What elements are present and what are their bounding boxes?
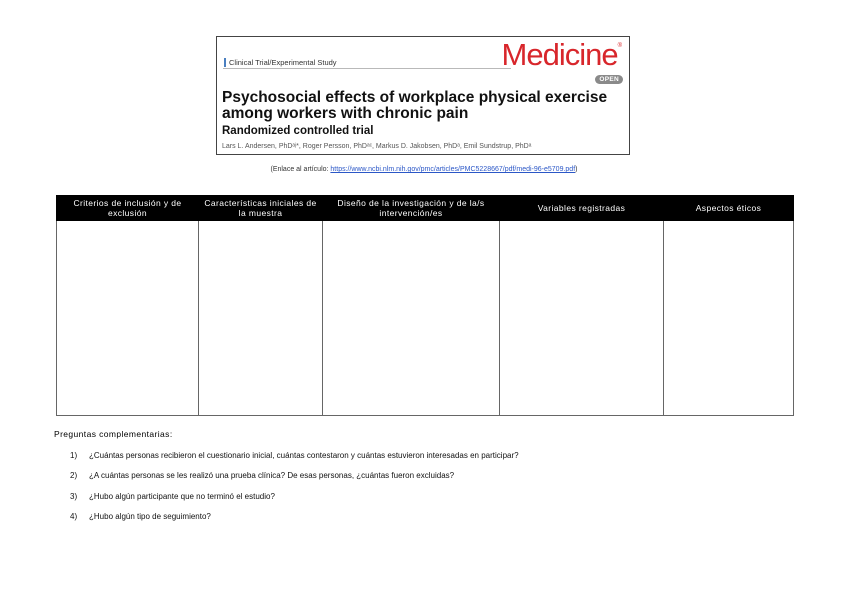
analysis-table xyxy=(56,195,794,416)
question-number: 2) xyxy=(70,471,78,481)
question-text: ¿Hubo algún tipo de seguimiento? xyxy=(89,511,211,521)
table-header-row xyxy=(57,196,794,221)
study-type-label: Clinical Trial/Experimental Study xyxy=(224,58,337,67)
article-link[interactable]: https://www.ncbi.nlm.nih.gov/pmc/articles/PMC5228667/pdf/medi-96-e5709.pdf xyxy=(330,166,576,173)
question-text: ¿Hubo algún participante que no terminó el estudio? xyxy=(89,491,275,501)
header-sample-characteristics: Características iniciales de la muestra xyxy=(199,196,323,221)
journal-logo xyxy=(502,37,621,73)
list-item xyxy=(70,492,519,512)
article-authors: Lars L. Andersen, PhDᵃʲ*, Roger Persson, PhDᵃᶜ, Markus D. Jakobsen, PhDᵃ, Emil Sundstrup, PhDᵃ xyxy=(222,143,532,150)
journal-mark: ® xyxy=(617,43,621,49)
list-item xyxy=(70,471,519,491)
question-text: ¿Cuántas personas recibieron el cuestionario inicial, cuántas contestaron y cuántas estuvieron interesadas en participar? xyxy=(89,451,519,460)
list-item xyxy=(70,451,519,471)
questions-list xyxy=(70,451,519,532)
header-research-design: Diseño de la investigación y de la/s intervención/es xyxy=(323,196,500,221)
question-number: 3) xyxy=(70,491,78,501)
questions-title: Preguntas complementarias: xyxy=(54,429,173,439)
cell-recorded-variables[interactable] xyxy=(500,221,664,416)
article-subtitle: Randomized controlled trial xyxy=(222,125,374,137)
article-link-line xyxy=(0,166,848,173)
study-type-rule xyxy=(223,68,511,69)
cell-research-design[interactable] xyxy=(323,221,500,416)
link-prefix: (Enlace al artículo: xyxy=(270,166,331,173)
question-text: ¿A cuántas personas se les realizó una prueba clínica? De esas personas, ¿cuántas fueron excluidas? xyxy=(89,471,455,481)
header-recorded-variables: Variables registradas xyxy=(500,196,664,221)
question-number: 1) xyxy=(70,451,78,460)
journal-name: Medicine xyxy=(501,37,618,72)
header-inclusion-criteria: Criterios de inclusión y de exclusión xyxy=(57,196,199,221)
header-ethical-aspects: Aspectos éticos xyxy=(664,196,794,221)
question-number: 4) xyxy=(70,511,78,521)
cell-sample-characteristics[interactable] xyxy=(199,221,323,416)
cell-ethical-aspects[interactable] xyxy=(664,221,794,416)
link-suffix: ) xyxy=(575,166,578,173)
article-title: Psychosocial effects of workplace physical exercise among workers with chronic pain xyxy=(222,89,608,122)
table-row xyxy=(57,221,794,416)
article-header-image xyxy=(216,36,630,155)
cell-inclusion-criteria[interactable] xyxy=(57,221,199,416)
open-access-badge: OPEN xyxy=(595,75,623,84)
list-item xyxy=(70,512,519,532)
